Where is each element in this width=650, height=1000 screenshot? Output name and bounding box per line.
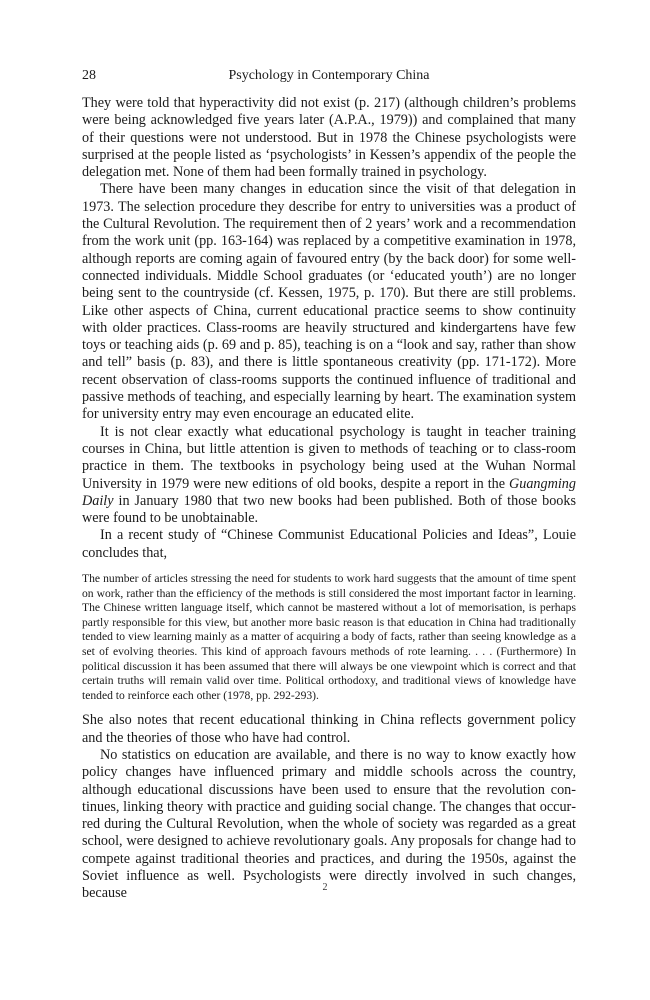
running-head: Psychology in Contemporary China — [228, 68, 430, 83]
footer-mark: 2 — [322, 882, 328, 893]
paragraph: In a recent study of “Chinese Communist Educational Policies and Ideas”, Louie concludes that, — [82, 527, 576, 561]
paragraph: They were told that hyperactivity did not exist (p. 217) (although children’s problems were being acknowledged five years later (A.P.A., 1979)) and complained that many of their questions were not understood. But in 1978 the Chinese psychologists were surprised at the people listed as ‘psychologists’ in Kessen’s appendix of the people the delegation met. None of them had been formally trained in psychology. — [82, 95, 576, 181]
paragraph: She also notes that recent educational thinking in China reflects government policy and the theories of those who have had control. — [82, 712, 576, 746]
paragraph — [82, 424, 576, 528]
paragraph: No statistics on education are available, and there is no way to know exactly how policy changes have influenced primary and middle schools across the country, although educational discussions have been used to ensure that the revolution continues, linking theory with practice and guiding social change. The changes that occurred during the Cultural Revolution, when the whole of society was regarded as a great school, were designed to achieve revolutionary goals. Any proposals for change had to compete against traditional theories and practices, and during the 1950s, against the Soviet influence as well. Psychologists were directly involved in such changes, because — [82, 746, 576, 902]
paragraph: There have been many changes in education since the visit of that delegation in 1973. The selection procedure they describe for entry to universities was a product of the Cultural Revolution. The requirement then of 2 years’ work and a recommendation from the work unit (pp. 163-164) was replaced by a competitive examination in 1978, although reports are coming again of favoured entry (by the back door) for some well-connected individuals. Middle School graduates (or ‘educated youth’) are no longer being sent to the countryside (cf. Kessen, 1975, p. 170). But there are still problems. Like other aspects of China, current educational practice seems to show continuity with older practices. Class-rooms are heavily structured and kindergartens have few toys or teaching aids (p. 69 and p. 85), teaching is on a “look and say, rather than show and tell” basis (p. 83), and there is little spontaneous creativity (pp. 171-172). More recent observation of class-rooms supports the continued influence of traditional and passive methods of teaching, and especially learning by heart. The examination system for university entry may even encourage an educated elite. — [82, 181, 576, 423]
paragraph-text: It is not clear exactly what educational psychology is taught in teacher training courses in China, but little attention is given to methods of teaching or to class-room practice in them. The textbooks in psychology being used at the Wuhan Normal University in 1979 were new editions of old books, despite a report in the — [82, 423, 576, 492]
page-number: 28 — [82, 68, 96, 83]
body-text — [82, 95, 576, 903]
paragraph-text: in January 1980 that two new books had been published. Both of those books were found to be unobtainable. — [82, 492, 576, 527]
italic-title: Guangming Daily — [82, 475, 576, 509]
page-header — [82, 67, 576, 85]
block-quote: The number of articles stressing the need for students to work hard suggests that the amount of time spent on work, rather than the efficiency of the methods is still considered the most important factor in learning. The Chinese written language itself, which cannot be mastered without a lot of memorisation, is perhaps partly responsible for this view, but another more basic reason is that education in China had traditionally tended to view learning mainly as a matter of acquiring a body of facts, rather than seeing knowledge as a set of evolving theories. This kind of approach favours methods of rote learning. . . . (Furthermore) In political discussion it has been assumed that there will always be one viewpoint which is correct and that certain truths will remain valid over time. Political orthodoxy, and traditional views of knowledge have tended to reinforce each other (1978, pp. 292-293). — [82, 572, 576, 702]
